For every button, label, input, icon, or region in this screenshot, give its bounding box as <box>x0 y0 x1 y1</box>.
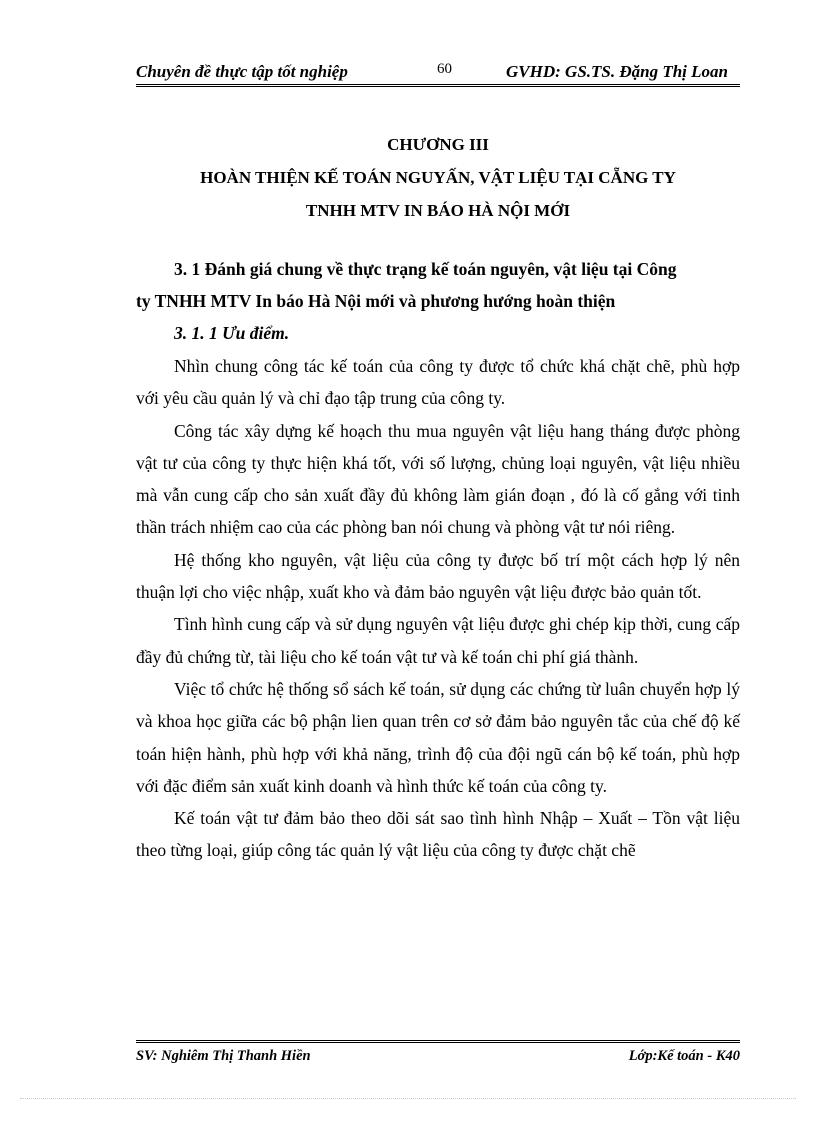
header-supervisor: GVHD: GS.TS. Đặng Thị Loan <box>506 62 728 81</box>
subsection-title: 3. 1. 1 Ưu điểm. <box>174 323 290 343</box>
footer-class: Lớp:Kế toán - K40 <box>628 1048 740 1064</box>
header-divider <box>136 84 740 87</box>
paragraph-1: Nhìn chung công tác kế toán của công ty được tổ chức khá chặt chẽ, phù hợp với yêu cầu quản lý và chỉ đạo tập trung của công ty. <box>136 356 740 409</box>
page-header <box>136 60 740 86</box>
section-title-line-2: ty TNHH MTV In báo Hà Nội mới và phương hướng hoàn thiện <box>136 291 616 311</box>
section-title-line-1: 3. 1 Đánh giá chung về thực trạng kế toán nguyên, vật liệu tại Công <box>174 259 677 279</box>
footer-divider <box>136 1040 740 1043</box>
header-page-number: 60 <box>437 61 452 77</box>
paragraph-5: Việc tổ chức hệ thống sổ sách kế toán, sử dụng các chứng từ luân chuyển hợp lý và khoa học giữa các bộ phận lien quan trên cơ sở đảm bảo nguyên tắc của chế độ kế toán hiện hành, phù hợp với khả năng, trình độ của đội ngũ cán bộ kế toán, phù hợp với đặc điểm sản xuất kinh doanh và hình thức kế toán của công ty. <box>136 678 740 796</box>
chapter-number: CHƯƠNG III <box>387 135 489 154</box>
header-course-title: Chuyên đề thực tập tốt nghiệp <box>136 62 348 81</box>
paragraph-3: Hệ thống kho nguyên, vật liệu của công ty được bố trí một cách hợp lý nên thuận lợi cho việc nhập, xuất kho và đảm bảo nguyên vật liệu được bảo quản tốt. <box>136 549 740 603</box>
body-text <box>136 350 740 867</box>
paragraph-2: Công tác xây dựng kế hoạch thu mua nguyên vật liệu hang tháng được phòng vật tư của công ty thực hiện khá tốt, với số lượng, chủng loại nguyên, vật liệu nhiều mà vẫn cung cấp cho sản xuất đầy đủ không làm gián đoạn , đó là cố gắng với tinh thần trách nhiệm cao của các phòng ban nói chung và phòng vật tư nói riêng. <box>136 420 740 538</box>
chapter-title-line-2: TNHH MTV IN BÁO HÀ NỘI MỚI <box>305 201 571 220</box>
chapter-title-line-1: HOÀN THIỆN KẾ TOÁN NGUYẤN, VẬT LIỆU TẠI CẴNG TY <box>200 168 676 187</box>
paragraph-4: Tình hình cung cấp và sử dụng nguyên vật liệu được ghi chép kịp thời, cung cấp đầy đủ chứng từ, tài liệu cho kế toán vật tư và kế toán chi phí giá thành. <box>136 614 740 667</box>
paragraph-6: Kế toán vật tư đảm bảo theo dõi sát sao tình hình Nhập – Xuất – Tồn vật liệu theo từng loại, giúp công tác quản lý vật liệu của công ty được chặt chẽ <box>136 808 740 861</box>
page-bottom-dotted-line <box>20 1098 796 1099</box>
footer-student-name: SV: Nghiêm Thị Thanh Hiền <box>136 1048 311 1064</box>
